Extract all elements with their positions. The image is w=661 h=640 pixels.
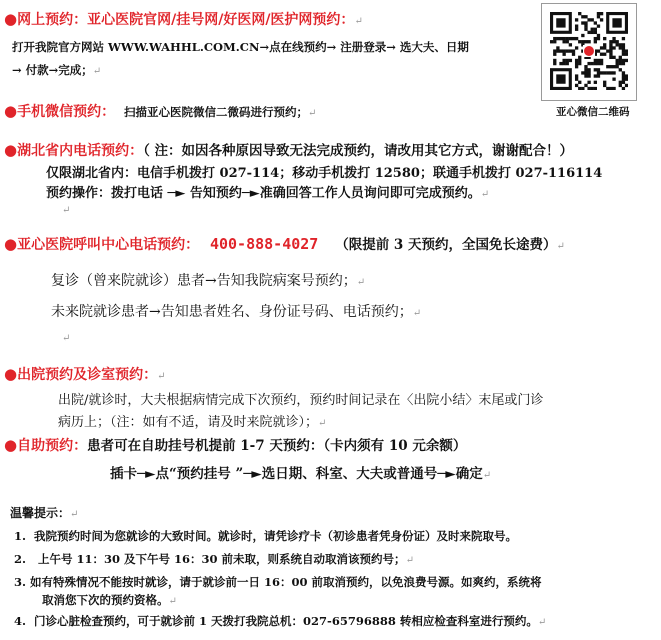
online-line-2: → 付款→完成；↵ [12, 63, 102, 77]
tips-title: 温馨提示：↵ [10, 506, 79, 520]
tip-item-2: 2. 上午号 11：30 及下午号 16：30 前未取，则系统自动取消该预约号；↵ [14, 552, 414, 566]
bullet-dot-icon: ● [4, 141, 18, 159]
qr-code-frame [541, 3, 637, 101]
bullet-dot-icon: ● [4, 10, 18, 28]
wechat-row: ●手机微信预约： 扫描亚心医院微信二微码进行预约；↵ [4, 102, 317, 120]
hubei-line-1: 仅限湖北省内：电信手机拨打 027-114；移动手机拨打 12580；联通手机拨打 027-116114 [46, 166, 603, 181]
hubei-line-2: 预约操作：拨打电话 ─► 告知预约─►准确回答工作人员询问即可完成预约。↵ [46, 186, 490, 201]
hubei-heading: 湖北省内电话预约： [17, 143, 144, 159]
callcenter-line-1: 复诊（曾来院就诊）患者→告知我院病案号预约；↵ [51, 273, 366, 289]
tip-item-1: 1. 我院预约时间为您就诊的大致时间。就诊时，请凭诊疗卡（初诊患者凭身份证）及时来院取号。 [14, 529, 518, 543]
qr-caption: 亚心微信二维码 [556, 106, 630, 118]
wechat-heading: 手机微信预约： [17, 104, 116, 120]
tip-item-4: 4. 门诊心脏检查预约，可于就诊前 1 天拨打我院总机：027-65796888 转相应检查科室进行预约。↵ [14, 614, 547, 628]
self-steps: 插卡─►点“预约挂号 ”─►选日期、科室、大夫或普通号─►确定↵ [110, 466, 492, 482]
callcenter-heading: 亚心医院呼叫中心电话预约： [17, 237, 200, 253]
wechat-text: 扫描亚心医院微信二微码进行预约； [123, 105, 308, 119]
tip-item-3-continued: 取消您下次的预约资格。↵ [42, 593, 177, 607]
self-text: 患者可在自助挂号机提前 1-7 天预约：（卡内须有 10 元余额） [87, 438, 467, 454]
callcenter-phone: 400-888-4027 [209, 235, 319, 253]
online-line-1: 打开我院官方网站 WWW.WAHHL.COM.CN→点在线预约→ 注册登录→ 选大夫、日期 [12, 40, 469, 54]
discharge-line-2: 病历上；（注：如有不适，请及时来院就诊）；↵ [58, 415, 327, 430]
hubei-note: （ 注：如因各种原因导致无法完成预约，请改用其它方式，谢谢配合！） [143, 143, 574, 159]
online-heading-row [4, 9, 363, 29]
bullet-dot-icon: ● [4, 102, 18, 120]
paragraph-mark-icon: ↵ [354, 16, 363, 27]
discharge-heading: 出院预约及诊室预约： [17, 367, 158, 383]
bullet-dot-icon: ● [4, 365, 18, 383]
paragraph-mark-icon: ↵ [62, 333, 71, 344]
tip-item-3: 3. 如有特殊情况不能按时就诊，请于就诊前一日 16：00 前取消预约，以免浪费号源。如爽约，系统将 [14, 575, 542, 589]
hubei-heading-row [4, 139, 573, 160]
paragraph-mark-icon: ↵ [62, 205, 71, 216]
discharge-line-1: 出院/就诊时，大夫根据病情完成下次预约，预约时间记录在〈出院小结〉末尾或门诊 [58, 393, 544, 408]
bullet-dot-icon: ● [4, 235, 18, 253]
callcenter-line-2: 未来院就诊患者→告知患者姓名、身份证号码、电话预约；↵ [51, 304, 422, 320]
bullet-dot-icon: ● [4, 436, 18, 454]
self-heading: 自助预约： [17, 438, 88, 454]
online-heading: 网上预约：亚心医院官网/挂号网/好医网/医护网预约： [17, 12, 355, 28]
self-heading-row [4, 434, 466, 455]
callcenter-note: （限提前 3 天预约，全国免长途费） [335, 237, 557, 253]
callcenter-row: ●亚心医院呼叫中心电话预约： 400-888-4027 （限提前 3 天预约，全国免长途费）↵ [4, 235, 565, 253]
qr-code-icon [550, 12, 628, 90]
discharge-heading-row: ●出院预约及诊室预约：↵ [4, 365, 166, 383]
